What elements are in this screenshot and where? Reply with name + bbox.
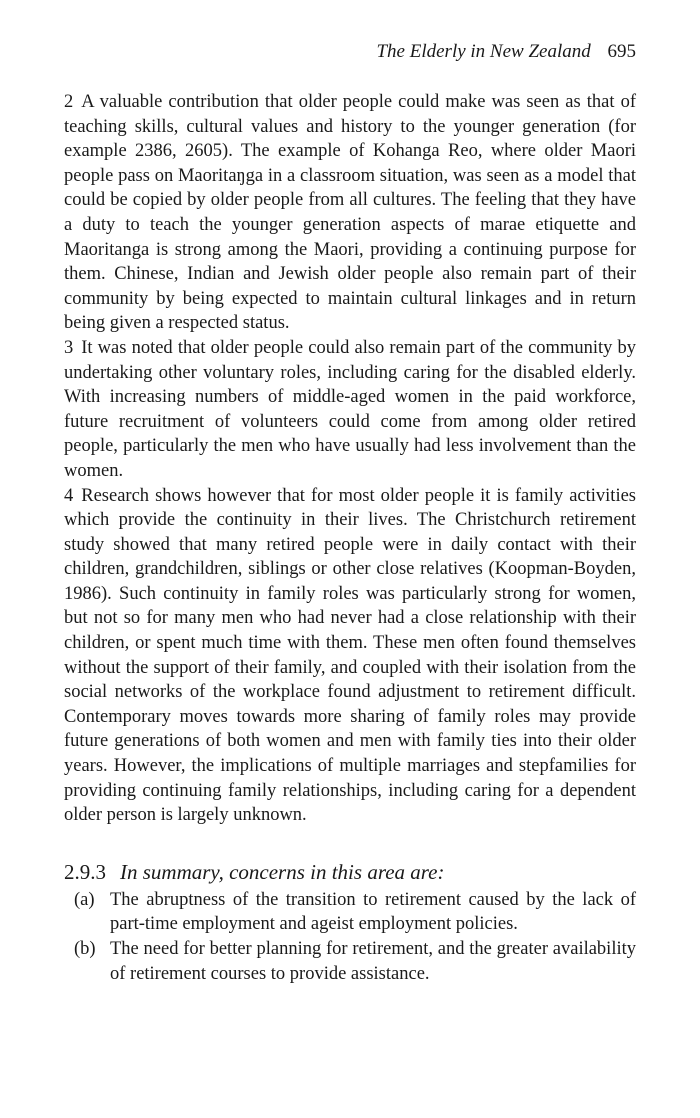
paragraph-4 [64,484,636,828]
paragraph-2 [64,90,636,336]
list-marker: (b) [74,939,96,959]
section-number: 2.9.3 [64,859,106,884]
summary-section [64,858,636,986]
list-item-text: The need for better planning for retirement, and the greater availability of retirement courses to provide assistance. [110,939,636,984]
running-header [64,40,636,64]
list-item-text: The abruptness of the transition to retirement caused by the lack of part-time employment and ageist employment policies. [110,889,636,935]
paragraph-text: It was noted that older people could also remain part of the community by undertaking other voluntary roles, including caring for the disabled elderly. With increasing numbers of middle-aged women in the paid workforce, future recruitment of volunteers could come from among older retired people, particularly the men who have usually had less involvement than the women. [64,337,636,481]
paragraph-text: Research shows however that for most older people it is family activities which provide the continuity in their lives. The Christchurch retirement study showed that many retired people were in daily contact with their children, grandchildren, siblings or other close relatives (Koopman-Boyden, 1986). Such continuity in family roles was particularly strong for women, but not so for many men who had never had a close relationship with their children, or spent much time with them. These men often found themselves without the support of their family, and coupled with their isolation from the social networks of the workplace found adjustment to retirement difficult. Contemporary moves towards more sharing of family roles may provide future generations of both women and men with family ties into their older years. However, the implications of multiple marriages and stepfamilies for providing continuing family relationships, including caring for a dependent older person is largely unknown. [64,485,636,826]
paragraph-text: A valuable contribution that older people could make was seen as that of teaching skills, cultural values and history to the younger generation (for example 2386, 2605). The example of Kohanga Reo, where older Maori people pass on Maoritaŋga in a classroom situation, was seen as a model that could be copied by older people from all cultures. The feeling that they have a duty to teach the younger generation aspects of marae etiquette and Maoritanga is strong among the Maori, providing a continuing purpose for them. Chinese, Indian and Jewish older people also remain part of their community by being expected to maintain cultural linkages and in return being given a respected status. [64,92,636,334]
running-title: The Elderly in New Zealand [376,41,591,62]
paragraph-number: 2 [64,92,74,112]
list-item [74,888,636,937]
paragraph-number: 4 [64,485,74,506]
page-number: 695 [607,41,636,62]
list-item [74,937,636,986]
document-page [64,40,636,986]
list-marker: (a) [74,889,95,910]
section-heading [64,858,636,886]
paragraph-number: 3 [64,337,74,358]
section-title: In summary, concerns in this area are: [120,859,445,884]
paragraph-3 [64,336,636,484]
